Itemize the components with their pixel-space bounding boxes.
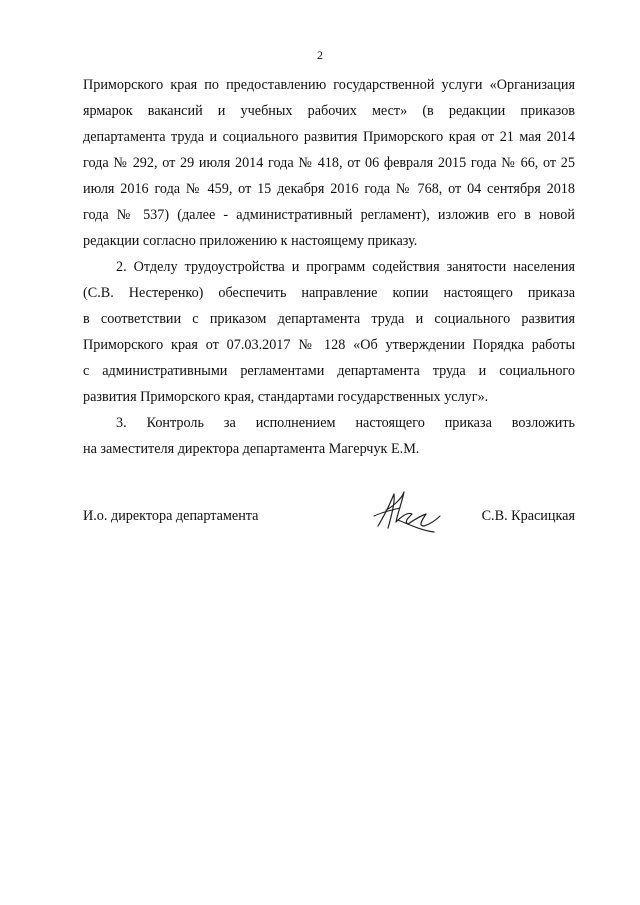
signatory-title: И.о. директора департамента bbox=[83, 508, 259, 524]
text-line: (С.В. Нестеренко) обеспечить направление копии настоящего приказа bbox=[83, 285, 575, 301]
text-line: развития Приморского края, стандартами государственных услуг». bbox=[83, 389, 489, 405]
text-line: ярмарок вакансий и учебных рабочих мест» (в редакции приказов bbox=[83, 103, 575, 119]
handwritten-signature bbox=[368, 486, 444, 536]
page-number: 2 bbox=[317, 48, 323, 62]
text-line: департамента труда и социального развития Приморского края от 21 мая 2014 bbox=[83, 129, 575, 145]
text-line: июля 2016 года № 459, от 15 декабря 2016 года № 768, от 04 сентября 2018 bbox=[83, 181, 575, 197]
document-body bbox=[83, 72, 575, 462]
paragraph-2 bbox=[83, 254, 575, 410]
text-line: Приморского края по предоставлению государственной услуги «Организация bbox=[83, 77, 575, 93]
text-line: в соответствии с приказом департамента труда и социального развития bbox=[83, 311, 575, 327]
text-line: 2. Отделу трудоустройства и программ содействия занятости населения bbox=[116, 259, 575, 275]
text-line: Приморского края от 07.03.2017 № 128 «Об утверждении Порядка работы bbox=[83, 337, 575, 353]
text-line: года № 292, от 29 июля 2014 года № 418, от 06 февраля 2015 года № 66, от 25 bbox=[83, 155, 575, 171]
text-line: с административными регламентами департамента труда и социального bbox=[83, 363, 575, 379]
paragraph-1 bbox=[83, 72, 575, 254]
text-line: редакции согласно приложению к настоящему приказу. bbox=[83, 233, 418, 249]
text-line: на заместителя директора департамента Магерчук Е.М. bbox=[83, 441, 420, 457]
text-line: 3. Контроль за исполнением настоящего приказа возложить bbox=[116, 415, 575, 431]
text-line: года № 537) (далее - административный регламент), изложив его в новой bbox=[83, 207, 575, 223]
signatory-name: С.В. Красицкая bbox=[481, 508, 575, 524]
paragraph-3 bbox=[83, 410, 575, 462]
signature-block bbox=[83, 492, 575, 542]
